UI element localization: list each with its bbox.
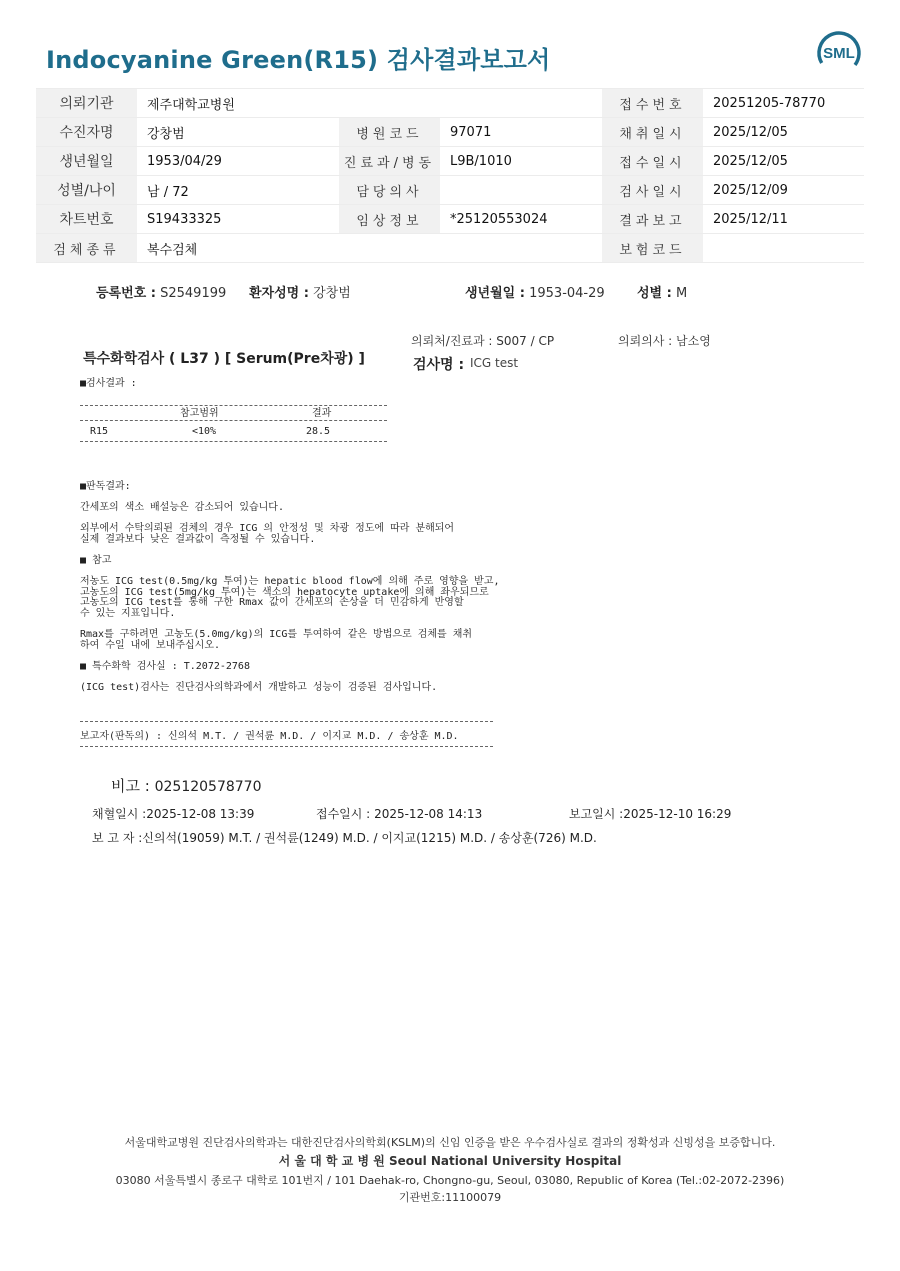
header-row (36, 118, 864, 147)
interpretation-line: (ICG test)검사는 진단검사의학과에서 개발하고 성능이 검증된 검사입니다. (80, 682, 438, 694)
result-heading: ■검사결과 : (80, 378, 137, 389)
registration-number: 등록번호 : S2549199 (96, 286, 227, 301)
field-value: 제주대학교병원 (137, 89, 339, 118)
sml-logo (814, 28, 864, 78)
field-value (440, 176, 602, 205)
hospital-address: 03080 서울특별시 종로구 대학로 101번지 / 101 Daehak-ro, Chongno-gu, Seoul, 03080, Republic of Korea (Tel.:02-2072-2396) (115, 1174, 785, 1187)
field-label: 결과보고 (602, 205, 703, 234)
interpretation-line: 수 있는 지표입니다. (80, 607, 176, 619)
field-value: L9B/1010 (440, 147, 602, 176)
field-value: 2025/12/09 (703, 176, 864, 205)
field-value: 97071 (440, 118, 602, 147)
field-label: 성별/나이 (36, 176, 137, 205)
field-value: 복수검체 (137, 234, 339, 263)
header-row (36, 234, 864, 263)
patient-birthdate: 생년월일 : 1953-04-29 (465, 286, 605, 301)
reported-time: 보고일시 :2025-12-10 16:29 (569, 807, 732, 821)
field-label: 진료과/병동 (339, 147, 440, 176)
field-label: 차트번호 (36, 205, 137, 234)
interpretation-line: ■ 참고 (80, 554, 112, 566)
field-value (703, 234, 864, 263)
field-label: 병원코드 (339, 118, 440, 147)
collected-time: 채혈일시 :2025-12-08 13:39 (92, 807, 255, 821)
ref-range-header: 참고범위 (180, 408, 219, 419)
header-info-table (36, 88, 864, 263)
interpretation-heading: ■판독결과: (80, 481, 131, 492)
header-row (36, 205, 864, 234)
certification-text: 서울대학교병원 진단검사의학과는 대한진단검사의학회(KSLM)의 신임 인증을 받은 우수검사실로 결과의 정확성과 신빙성을 보증합니다. (124, 1136, 776, 1149)
result-table-header (80, 406, 387, 420)
report-title: Indocyanine Green(R15) 검사결과보고서 (46, 46, 551, 74)
reporter-line: 보고자(판독의) : 신의석 M.T. / 권석륜 M.D. / 이지교 M.D. / 송상훈 M.D. (80, 731, 459, 742)
interpretation-line: 외부에서 수탁의뢰된 검체의 경우 ICG 의 안정성 및 차광 정도에 따라 분해되어 (80, 523, 455, 535)
exam-name-value: ICG test (470, 356, 519, 370)
field-value: 강창범 (137, 118, 339, 147)
interpretation-line: 간세포의 색소 배설능은 감소되어 있습니다. (80, 502, 284, 513)
patient-name: 환자성명 : 강창범 (249, 286, 351, 301)
field-value: 2025/12/05 (703, 118, 864, 147)
field-value: S19433325 (137, 205, 339, 234)
result-table (80, 405, 387, 442)
result-header: 결과 (312, 408, 332, 419)
field-label: 임상정보 (339, 205, 440, 234)
field-value: 2025/12/11 (703, 205, 864, 234)
test-item: R15 (90, 426, 109, 437)
exam-name-label: 검사명 : (413, 357, 465, 373)
field-value: 1953/04/29 (137, 147, 339, 176)
ref-range-value: <10% (192, 426, 217, 437)
field-value: *25120553024 (440, 205, 602, 234)
field-value (440, 234, 602, 263)
patient-sex: 성별 : M (637, 286, 688, 301)
field-value: 2025/12/05 (703, 147, 864, 176)
field-value (440, 89, 602, 118)
field-value: 20251205-78770 (703, 89, 864, 118)
interpretation-text (80, 503, 499, 694)
field-label: 의뢰기관 (36, 89, 137, 118)
interpretation-line: 하여 수일 내에 보내주십시오. (80, 639, 221, 651)
reporters: 보 고 자 :신의석(19059) M.T. / 권석륜(1249) M.D. / 이지교(1215) M.D. / 송상훈(726) M.D. (92, 831, 597, 845)
field-value: 남 / 72 (137, 176, 339, 205)
field-label: 접수번호 (602, 89, 703, 118)
field-label: 접수일시 (602, 147, 703, 176)
interpretation-line: 저농도 ICG test(0.5mg/kg 투여)는 hepatic blood flow에 의해 주로 영향을 받고, (80, 576, 500, 588)
interpretation-line: 고농도의 ICG test를 통해 구한 Rmax 값이 간세포의 손상을 더 민감하게 반영할 (80, 597, 464, 609)
field-label: 보험코드 (602, 234, 703, 263)
interpretation-line: 고농도의 ICG test(5mg/kg 투여)는 색소의 hepatocyte uptake에 의해 좌우되므로 (80, 586, 489, 598)
hospital-name: 서 울 대 학 교 병 원 Seoul National University Hospital (278, 1154, 622, 1168)
header-row (36, 176, 864, 205)
requesting-doctor: 의뢰의사 : 남소영 (618, 334, 711, 348)
field-label (339, 234, 440, 263)
header-row (36, 89, 864, 118)
institution-number: 기관번호:11100079 (398, 1191, 502, 1204)
field-label: 담당의사 (339, 176, 440, 205)
interpretation-line: Rmax를 구하려면 고농도(5.0mg/kg)의 ICG를 투여하여 같은 방법으로 검체를 채취 (80, 629, 473, 641)
table-row (80, 424, 387, 438)
interpretation-line (80, 545, 499, 556)
interpretation-line: 실제 결과보다 낮은 결과값이 측정될 수 있습니다. (80, 533, 316, 545)
field-label: 검체종류 (36, 234, 137, 263)
field-label: 수진자명 (36, 118, 137, 147)
header-row (36, 147, 864, 176)
result-value: 28.5 (306, 426, 331, 437)
field-label: 생년월일 (36, 147, 137, 176)
logo-text: SML (823, 45, 855, 62)
field-label: 검사일시 (602, 176, 703, 205)
section-title: 특수화학검사 ( L37 ) [ Serum(Pre차광) ] (83, 351, 365, 367)
remark: 비고 : 025120578770 (111, 777, 262, 795)
requester-info: 의뢰처/진료과 : S007 / CP (411, 334, 555, 348)
field-label: 채취일시 (602, 118, 703, 147)
interpretation-line: ■ 특수화학 검사실 : T.2072-2768 (80, 660, 250, 672)
field-label (339, 89, 440, 118)
received-time: 접수일시 : 2025-12-08 14:13 (316, 807, 483, 821)
